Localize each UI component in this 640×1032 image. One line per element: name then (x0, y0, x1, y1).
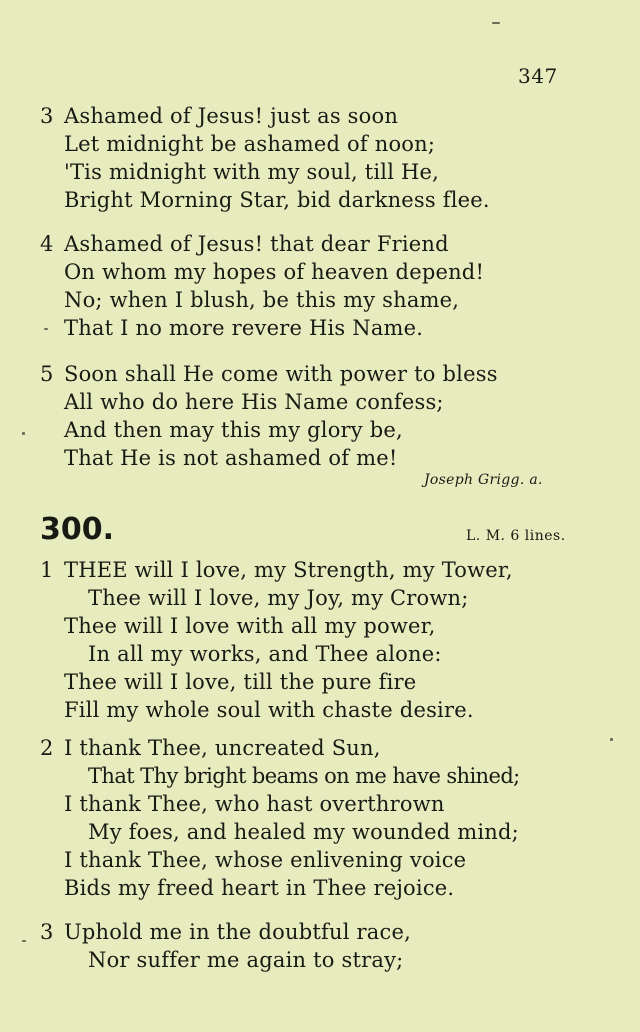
verse-line: I thank Thee, uncreated Sun, (64, 736, 381, 760)
verse-line: And then may this my glory be, (64, 418, 403, 442)
verse-line: All who do here His Name confess; (64, 390, 444, 414)
verse-line: No; when I blush, be this my shame, (64, 288, 460, 312)
verse-line: Let midnight be ashamed of noon; (64, 132, 436, 156)
verse-line: In all my works, and Thee alone: (88, 642, 442, 666)
hymn-meter: L. M. 6 lines. (466, 528, 566, 544)
paper-speck (610, 738, 613, 741)
verse-line: THEE will I love, my Strength, my Tower, (64, 558, 513, 582)
verse-line: My foes, and healed my wounded mind; (88, 820, 519, 844)
stanza-number: 4 (40, 232, 54, 256)
verse-line: That Thy bright beams on me have shined; (88, 764, 520, 788)
verse-line: Ashamed of Jesus! just as soon (64, 104, 399, 128)
verse-line: Thee will I love with all my power, (64, 614, 436, 638)
verse-line: That He is not ashamed of me! (64, 446, 398, 470)
verse-line: Thee will I love, my Joy, my Crown; (88, 586, 469, 610)
verse-line: Uphold me in the doubtful race, (64, 920, 411, 944)
page-number: 347 (518, 64, 558, 88)
verse-line: That I no more revere His Name. (64, 316, 424, 340)
verse-line: I thank Thee, whose enlivening voice (64, 848, 467, 872)
verse-line: Nor suffer me again to stray; (88, 948, 404, 972)
verse-line: Soon shall He come with power to bless (64, 362, 498, 386)
verse-line: Bright Morning Star, bid darkness flee. (64, 188, 490, 212)
stanza-number: 5 (40, 362, 54, 386)
paper-speck (22, 432, 25, 435)
verse-line: Thee will I love, till the pure fire (64, 670, 417, 694)
verse-line: Ashamed of Jesus! that dear Friend (64, 232, 449, 256)
paper-speck (22, 940, 26, 942)
hymn-number: 300. (40, 512, 115, 547)
stanza-number: 2 (40, 736, 54, 760)
verse-line: 'Tis midnight with my soul, till He, (64, 160, 440, 184)
paper-speck (44, 328, 48, 330)
stanza-number: 3 (40, 104, 54, 128)
verse-line: Fill my whole soul with chaste desire. (64, 698, 474, 722)
paper-speck (492, 22, 500, 24)
stanza-number: 3 (40, 920, 54, 944)
verse-line: I thank Thee, who hast overthrown (64, 792, 445, 816)
verse-line: Bids my freed heart in Thee rejoice. (64, 876, 455, 900)
author-attribution: Joseph Grigg. a. (424, 472, 543, 488)
verse-line: On whom my hopes of heaven depend! (64, 260, 485, 284)
stanza-number: 1 (40, 558, 54, 582)
